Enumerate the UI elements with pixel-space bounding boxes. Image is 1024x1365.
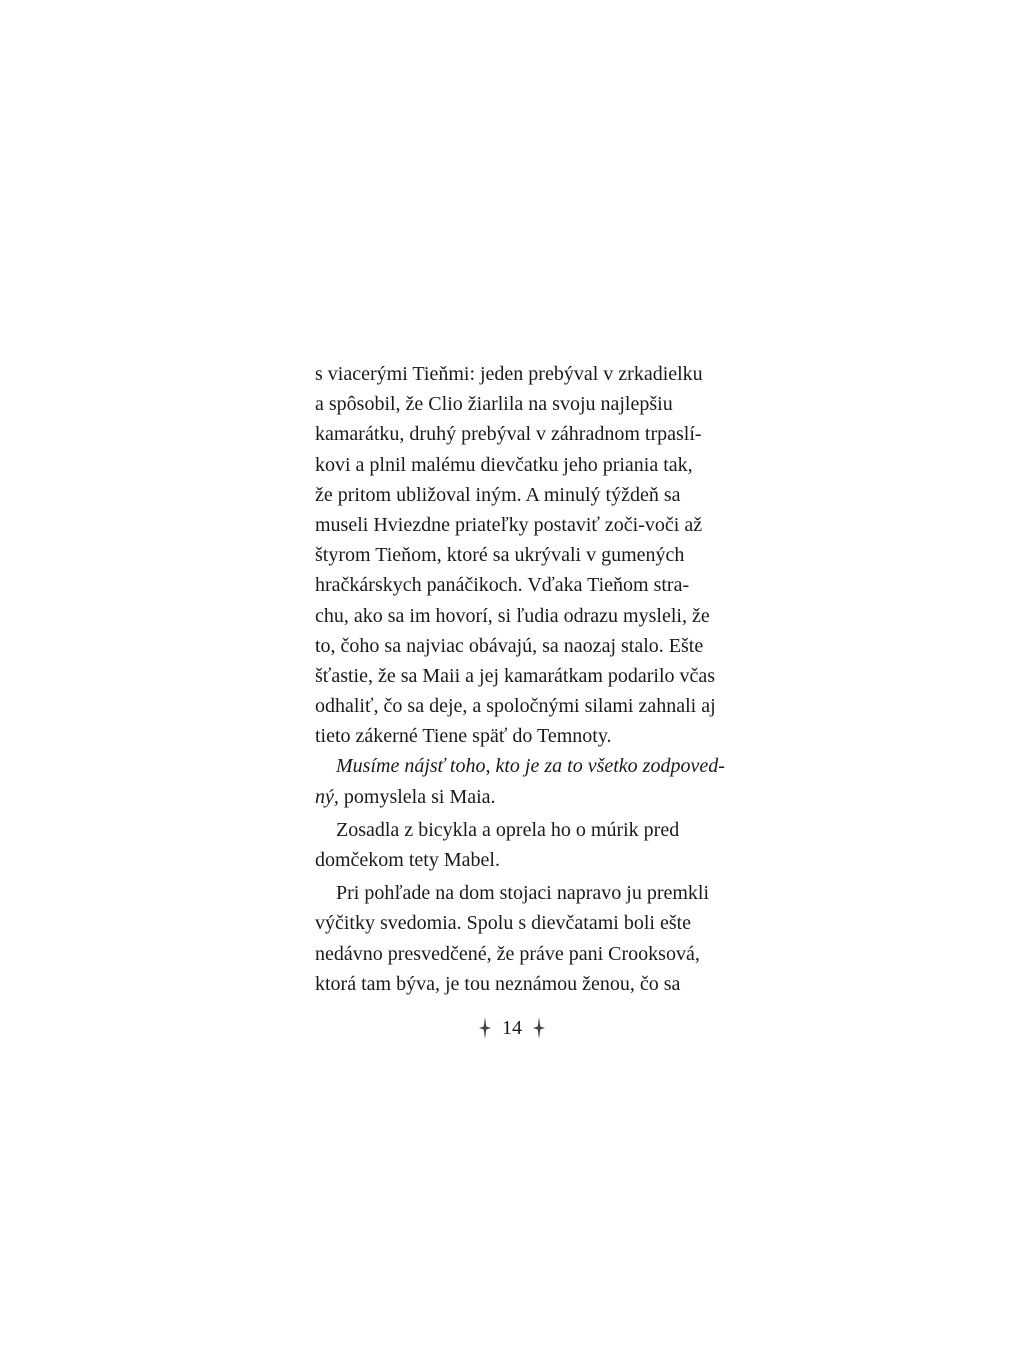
text-line: chu, ako sa im hovorí, si ľudia odrazu mysleli, že (315, 604, 710, 627)
thought-attribution: pomyslela si Maia. (338, 785, 496, 808)
ornament-star-icon (479, 1017, 491, 1039)
page-number: 14 (502, 1017, 522, 1040)
ornament-star-icon (533, 1017, 545, 1039)
text-line: že pritom ubližoval iným. A minulý týždeň sa (315, 483, 681, 506)
text-line: šťastie, že sa Maii a jej kamarátkam podarilo včas (315, 664, 716, 687)
thought-italic-end: ný, (315, 785, 339, 808)
text-line: Pri pohľade na dom stojaci napravo ju premkli (336, 882, 710, 905)
text-line: tieto zákerné Tiene späť do Temnoty. (315, 725, 612, 748)
text-line: kamarátku, druhý prebýval v záhradnom trpaslí- (315, 423, 702, 446)
paragraph-4 (315, 878, 710, 999)
text-line: štyrom Tieňom, ktoré sa ukrývali v gumených (315, 544, 685, 567)
text-line: hračkárskych panáčikoch. Vďaka Tieňom stra- (315, 574, 690, 597)
text-line: odhaliť, čo sa deje, a spoločnými silami zahnali aj (315, 695, 716, 718)
thought-line: Musíme nájsť toho, kto je za to všetko zodpoved- (336, 755, 725, 778)
body-text (315, 359, 725, 999)
text-line: nedávno presvedčené, že práve pani Crooksová, (315, 942, 700, 965)
text-line: ktorá tam býva, je tou neznámou ženou, čo sa (315, 972, 681, 995)
text-line: a spôsobil, že Clio žiarlila na svoju najlepšiu (315, 393, 673, 416)
text-line: s viacerými Tieňmi: jeden prebýval v zrkadielku (315, 363, 703, 385)
paragraph-3 (315, 815, 695, 875)
paragraph-2 (315, 751, 725, 811)
page-footer (0, 1012, 1024, 1043)
text-line: to, čoho sa najviac obávajú, sa naozaj stalo. Ešte (315, 634, 704, 657)
paragraph-1 (315, 359, 716, 751)
thought-line-end (315, 782, 695, 812)
text-line: Zosadla z bicykla a oprela ho o múrik pred (336, 818, 680, 841)
text-line: domčekom tety Mabel. (315, 849, 500, 871)
text-line: kovi a plnil malému dievčatku jeho priania tak, (315, 453, 693, 476)
text-line: výčitky svedomia. Spolu s dievčatami boli ešte (315, 912, 692, 935)
text-line: museli Hviezdne priateľky postaviť zoči-voči až (315, 513, 703, 536)
